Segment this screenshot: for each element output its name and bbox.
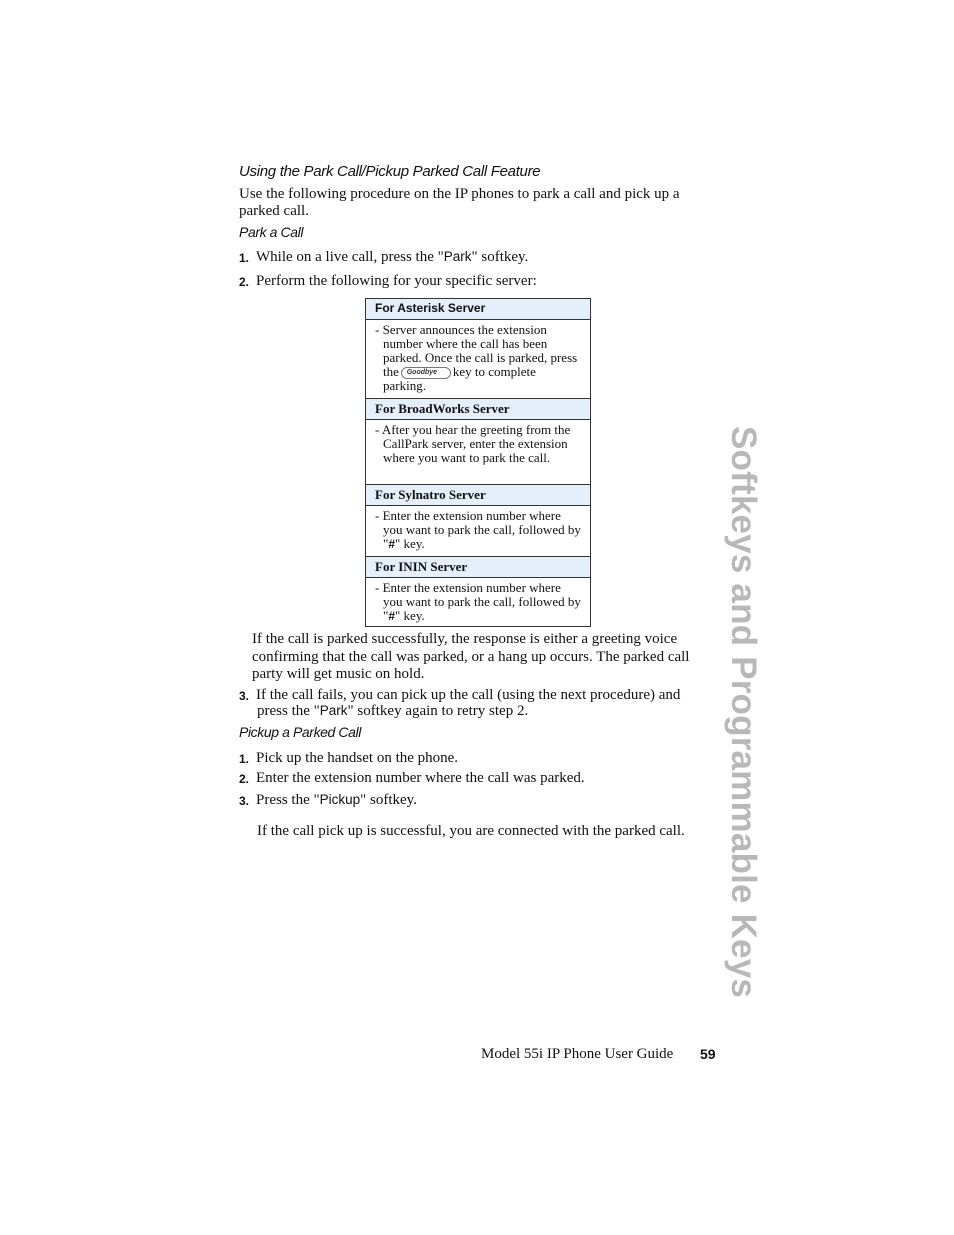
park-step1-post: " softkey. [471, 249, 529, 265]
park-step1-pre: While on a live call, press the " [256, 249, 444, 265]
intro-paragraph: Use the following procedure on the IP phones to park a call and pick up a parked call. [239, 186, 680, 219]
table-header-broadworks: For BroadWorks Server [366, 399, 590, 420]
pickup-step3-text [256, 792, 417, 808]
pickup-step2-number: 2. [239, 772, 250, 786]
park-success-note: If the call is parked successfully, the response is either a greeting voice confirming that the call was parked, or a hang up occurs. The parked call party will get music on hold. [252, 631, 690, 682]
table-header-inin: For ININ Server [366, 557, 590, 578]
park-step3-number: 3. [239, 689, 250, 703]
goodbye-key-icon: Goodbye [401, 367, 451, 379]
pickup-step1-number: 1. [239, 752, 250, 766]
park-step2-number: 2. [239, 275, 250, 289]
park-softkey-label: Park [319, 703, 348, 718]
server-table [365, 298, 591, 627]
chapter-side-title-text: Softkeys and Programmable Keys [724, 426, 763, 999]
park-step3-post: " softkey again to retry step 2. [347, 703, 529, 719]
chapter-side-title [724, 426, 781, 1016]
pickup-heading: Pickup a Parked Call [239, 724, 361, 740]
asterisk-instructions-pre: - Server announces the extension number where the call has been parked. Once the call is parked, press the [375, 322, 578, 379]
park-softkey-label: Park [443, 249, 472, 264]
park-call-heading: Park a Call [239, 224, 304, 240]
pickup-step3-pre: Press the " [256, 792, 320, 808]
broadworks-instructions: - After you hear the greeting from the CallPark server, enter the extension where you want to park the call. [375, 422, 571, 465]
park-step3-line1: If the call fails, you can pick up the call (using the next procedure) and [256, 687, 681, 703]
table-cell-asterisk [366, 320, 590, 399]
park-step3-pre: press the " [257, 703, 320, 719]
sylnatro-instructions-pre: - Enter the extension number where you want to park the call, followed by " [375, 508, 581, 551]
page-number: 59 [700, 1046, 716, 1062]
inin-instructions-pre: - Enter the extension number where you want to park the call, followed by " [375, 580, 581, 623]
table-cell-sylnatro [366, 506, 590, 557]
footer-guide-title: Model 55i IP Phone User Guide [481, 1046, 674, 1062]
hash-key-label: # [388, 537, 395, 551]
pickup-step2-text: Enter the extension number where the call was parked. [256, 770, 585, 786]
park-step3-line2 [257, 703, 528, 719]
pickup-step3-post: " softkey. [360, 792, 417, 808]
park-step1-number: 1. [239, 251, 250, 265]
park-step1-text [256, 249, 528, 265]
table-cell-inin [366, 578, 590, 626]
asterisk-instructions-post: key to complete parking. [383, 364, 536, 394]
pickup-step1-text: Pick up the handset on the phone. [256, 750, 459, 766]
hash-key-label: # [388, 609, 395, 623]
table-header-sylnatro: For Sylnatro Server [366, 485, 590, 506]
section-title: Using the Park Call/Pickup Parked Call Feature [239, 163, 541, 180]
table-header-asterisk: For Asterisk Server [366, 299, 590, 320]
inin-instructions-post: " key. [395, 608, 425, 623]
park-step2-text: Perform the following for your specific server: [256, 273, 537, 289]
pickup-step3-number: 3. [239, 794, 250, 808]
pickup-softkey-label: Pickup [319, 792, 361, 807]
sylnatro-instructions-post: " key. [395, 536, 425, 551]
table-cell-broadworks [366, 420, 590, 485]
pickup-result-note: If the call pick up is successful, you are connected with the parked call. [257, 823, 685, 839]
